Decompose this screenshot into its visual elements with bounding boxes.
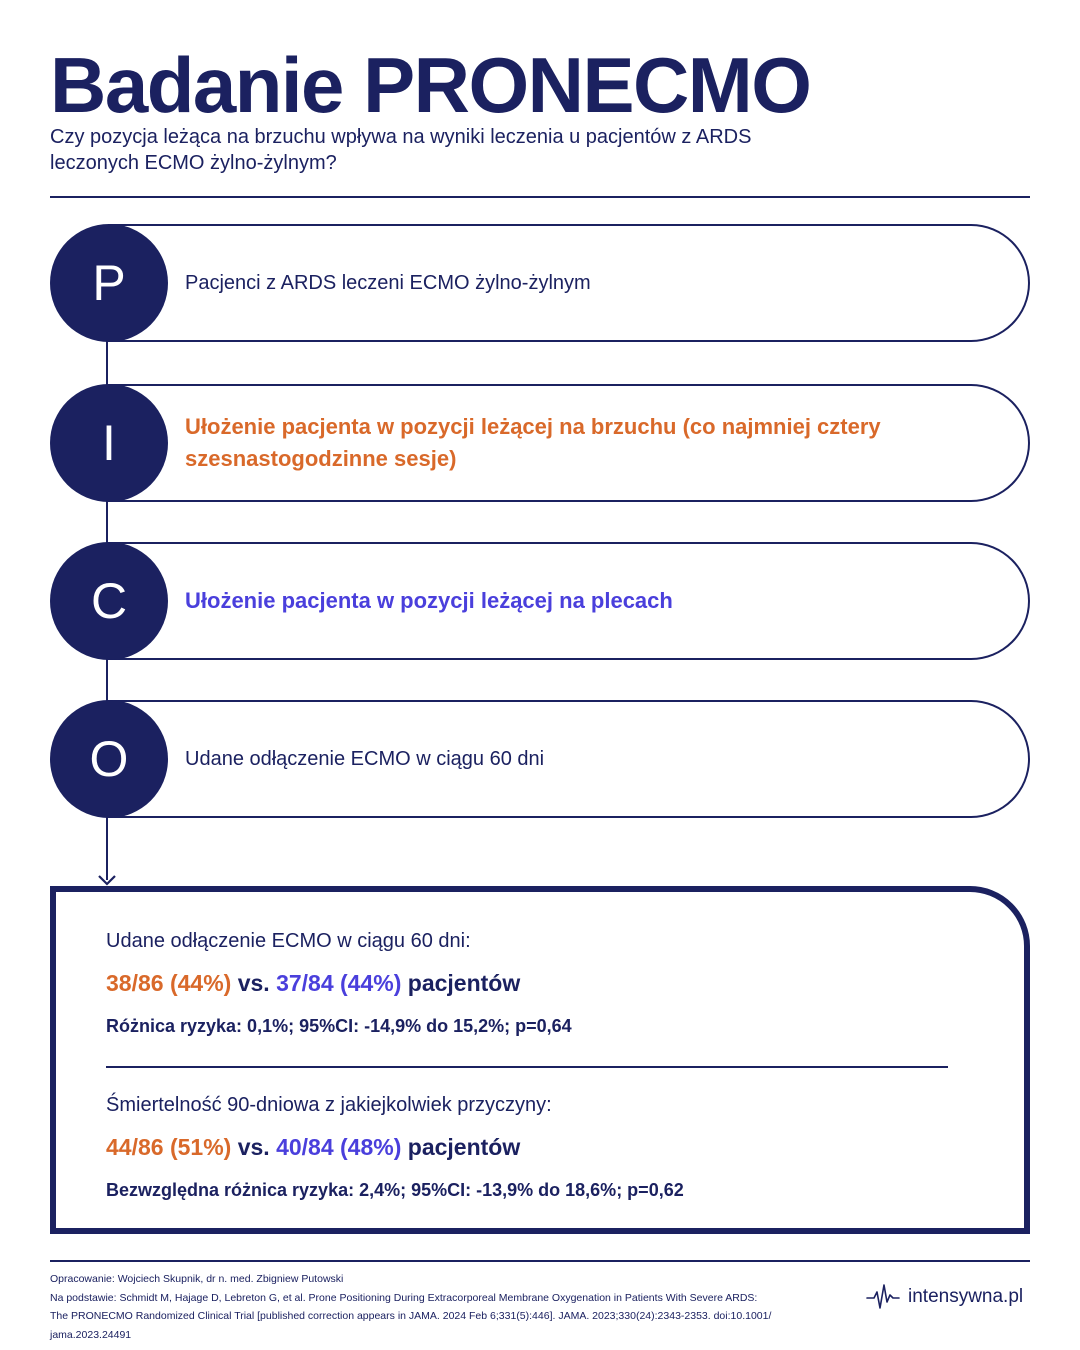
secondary-control-value: 40/84 (48%) (276, 1134, 402, 1160)
brand-logo[interactable] (866, 1282, 1023, 1312)
heartbeat-icon (866, 1282, 900, 1312)
primary-vs: vs. (237, 970, 270, 996)
page-title: Badanie PRONECMO (50, 41, 811, 129)
pico-text-i-line-1: Ułożenie pacjenta w pozycji leżącej na brzuchu (co najmniej cztery (185, 414, 881, 439)
secondary-unit: pacjentów (407, 1134, 521, 1160)
secondary-vs: vs. (237, 1134, 270, 1160)
pico-row-c (50, 542, 1030, 660)
pico-row-o (50, 700, 1030, 818)
secondary-stat: Bezwzględna różnica ryzyka: 2,4%; 95%CI: -13,9% do 18,6%; p=0,62 (106, 1180, 684, 1200)
primary-intervention-value: 38/86 (44%) (106, 970, 232, 996)
pico-text-p: Pacjenci z ARDS leczeni ECMO żylno-żylnym (185, 272, 591, 294)
pico-text-i (185, 384, 985, 502)
pico-text-i-line-2: szesnastogodzinne sesje) (185, 446, 457, 471)
primary-outcome-label: Udane odłączenie ECMO w ciągu 60 dni: (106, 930, 471, 952)
footer-line-2: Na podstawie: Schmidt M, Hajage D, Lebreton G, et al. Prone Positioning During Extracorporeal Membrane Oxygenation in Patients With Severe ARDS: (50, 1291, 758, 1304)
footer-citation (50, 1270, 850, 1344)
pico-text-c: Ułożenie pacjenta w pozycji leżącej na plecach (185, 588, 673, 613)
arrow-down-icon (97, 868, 117, 888)
pico-badge-p: P (50, 224, 168, 342)
pico-badge-c: C (50, 542, 168, 660)
page-subtitle (50, 124, 830, 176)
secondary-intervention-value: 44/86 (51%) (106, 1134, 232, 1160)
pico-row-i (50, 384, 1030, 502)
subtitle-line-1: Czy pozycja leżąca na brzuchu wpływa na wyniki leczenia u pacjentów z ARDS (50, 126, 752, 148)
footer-line-4: jama.2023.24491 (50, 1328, 132, 1341)
pico-badge-o: O (50, 700, 168, 818)
secondary-outcome-values (106, 1134, 520, 1161)
primary-unit: pacjentów (407, 970, 521, 996)
footer-divider (50, 1260, 1030, 1262)
secondary-outcome-label: Śmiertelność 90-dniowa z jakiejkolwiek przyczyny: (106, 1094, 552, 1116)
pico-row-p (50, 224, 1030, 342)
header-divider (50, 196, 1030, 198)
primary-control-value: 37/84 (44%) (276, 970, 402, 996)
footer-line-3: The PRONECMO Randomized Clinical Trial [published correction appears in JAMA. 2024 Feb 6;331(5):446]. JAMA. 2023;330(24):2343-2353. doi:10.1001/ (50, 1310, 772, 1322)
results-panel (50, 886, 1030, 1234)
subtitle-line-2: leczonych ECMO żylno-żylnym? (50, 152, 337, 174)
brand-name: intensywna.pl (908, 1286, 1024, 1307)
results-divider (106, 1066, 948, 1068)
pico-text-o: Udane odłączenie ECMO w ciągu 60 dni (185, 748, 545, 770)
pico-badge-i: I (50, 384, 168, 502)
footer-line-1: Opracowanie: Wojciech Skupnik, dr n. med. Zbigniew Putowski (50, 1273, 344, 1285)
primary-outcome-values (106, 970, 520, 997)
primary-stat: Różnica ryzyka: 0,1%; 95%CI: -14,9% do 15,2%; p=0,64 (106, 1016, 572, 1036)
